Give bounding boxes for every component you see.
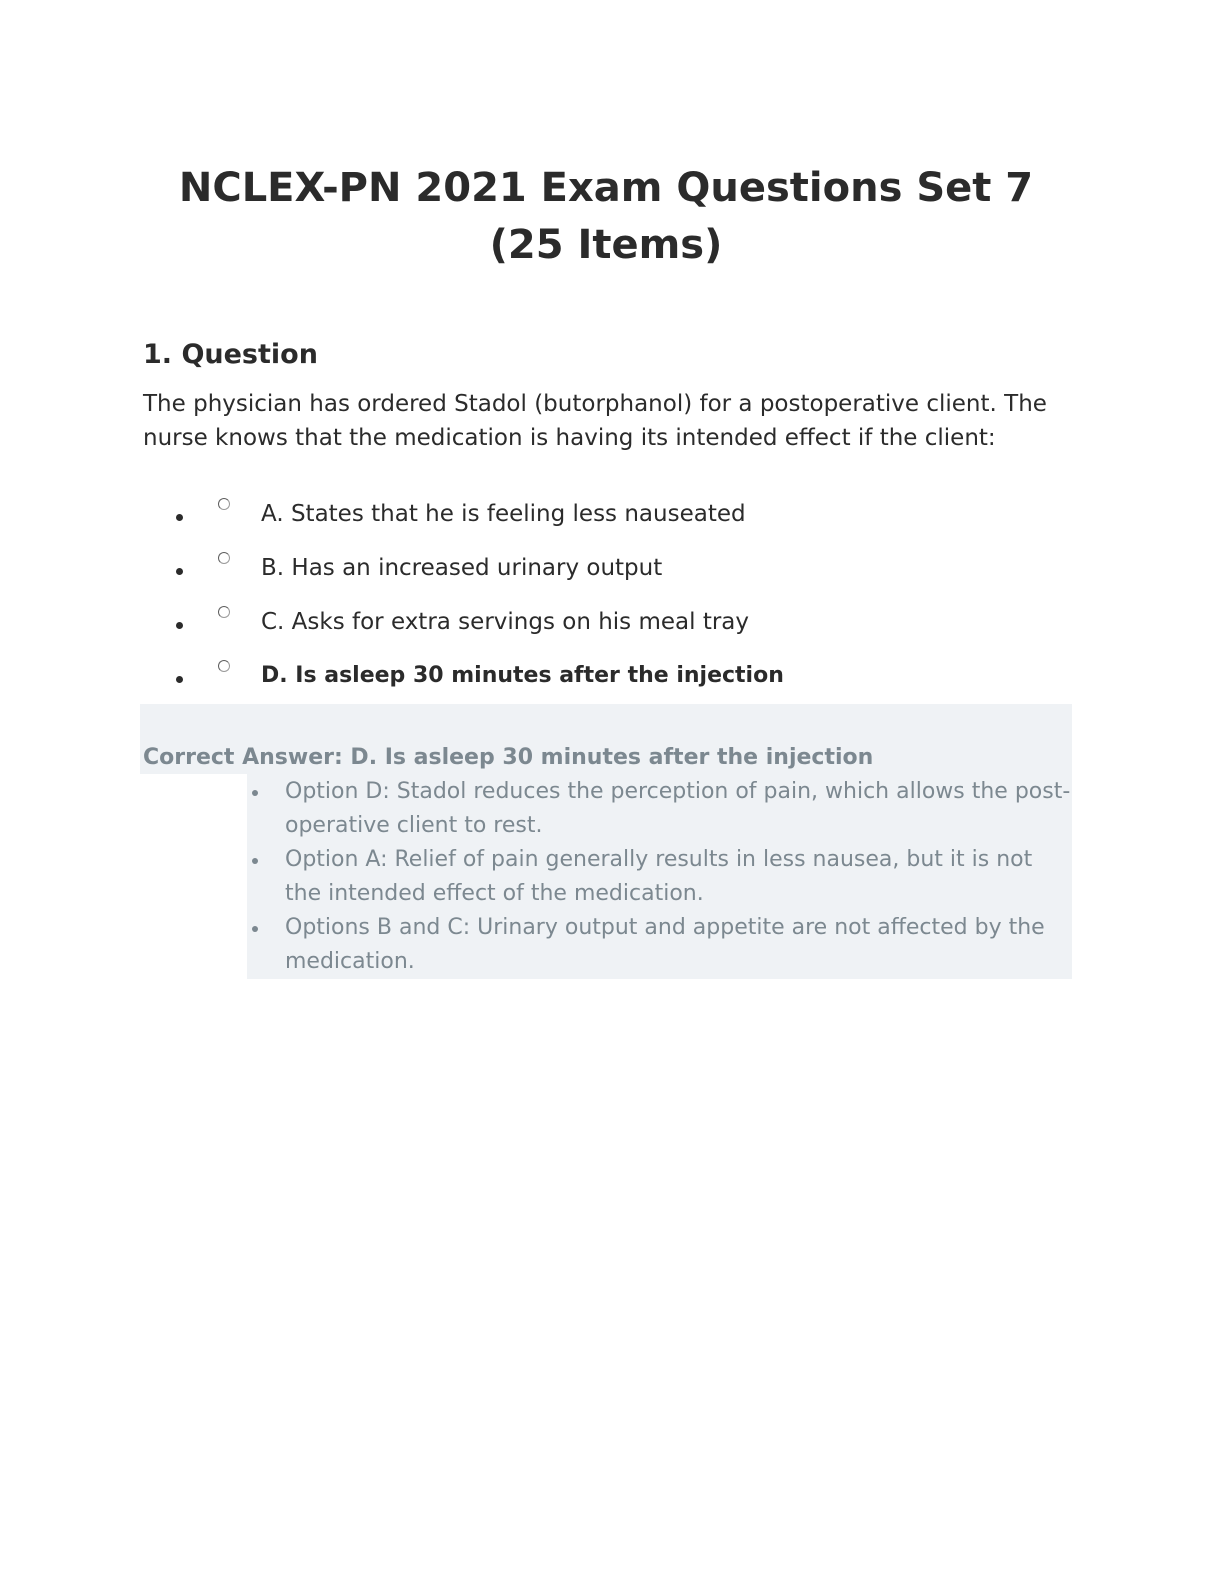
- bullet-icon: [252, 858, 258, 864]
- radio-button-option-c[interactable]: [218, 606, 230, 618]
- bullet-icon: [252, 926, 258, 932]
- bullet-icon: [176, 622, 183, 629]
- explanation-text: Options B and C: Urinary output and appetite are not affected by the medication.: [285, 915, 1045, 974]
- explanation-item: [285, 911, 1075, 979]
- radio-button-option-b[interactable]: [218, 552, 230, 564]
- option-c-label[interactable]: C. Asks for extra servings on his meal tray: [261, 609, 749, 635]
- option-a: [0, 492, 1224, 546]
- option-c: [0, 600, 1224, 654]
- bullet-icon: [252, 790, 258, 796]
- option-b-label[interactable]: B. Has an increased urinary output: [261, 555, 663, 581]
- explanation-item: [285, 843, 1075, 911]
- radio-button-option-d[interactable]: [218, 660, 230, 672]
- explanation-list: [285, 775, 1075, 979]
- option-b: [0, 546, 1224, 600]
- option-d: [0, 654, 1224, 708]
- correct-answer-heading: Correct Answer: D. Is asleep 30 minutes after the injection: [143, 745, 874, 770]
- radio-button-option-a[interactable]: [218, 498, 230, 510]
- bullet-icon: [176, 676, 183, 683]
- bullet-icon: [176, 568, 183, 575]
- option-d-label[interactable]: D. Is asleep 30 minutes after the injection: [261, 663, 784, 688]
- explanation-item: [285, 775, 1075, 843]
- explanation-text: Option D: Stadol reduces the perception of pain, which allows the post-operative client to rest.: [285, 779, 1071, 838]
- explanation-text: Option A: Relief of pain generally results in less nausea, but it is not the intended effect of the medication.: [285, 847, 1033, 906]
- option-a-label[interactable]: A. States that he is feeling less nauseated: [261, 501, 746, 527]
- page-title: NCLEX-PN 2021 Exam Questions Set 7 (25 Items): [178, 165, 1034, 268]
- bullet-icon: [176, 514, 183, 521]
- question-heading: 1. Question: [143, 339, 318, 370]
- answer-options-list: [0, 492, 1224, 708]
- question-text: The physician has ordered Stadol (butorphanol) for a postoperative client. The nurse knows that the medication is having its intended effect if the client:: [143, 391, 1047, 451]
